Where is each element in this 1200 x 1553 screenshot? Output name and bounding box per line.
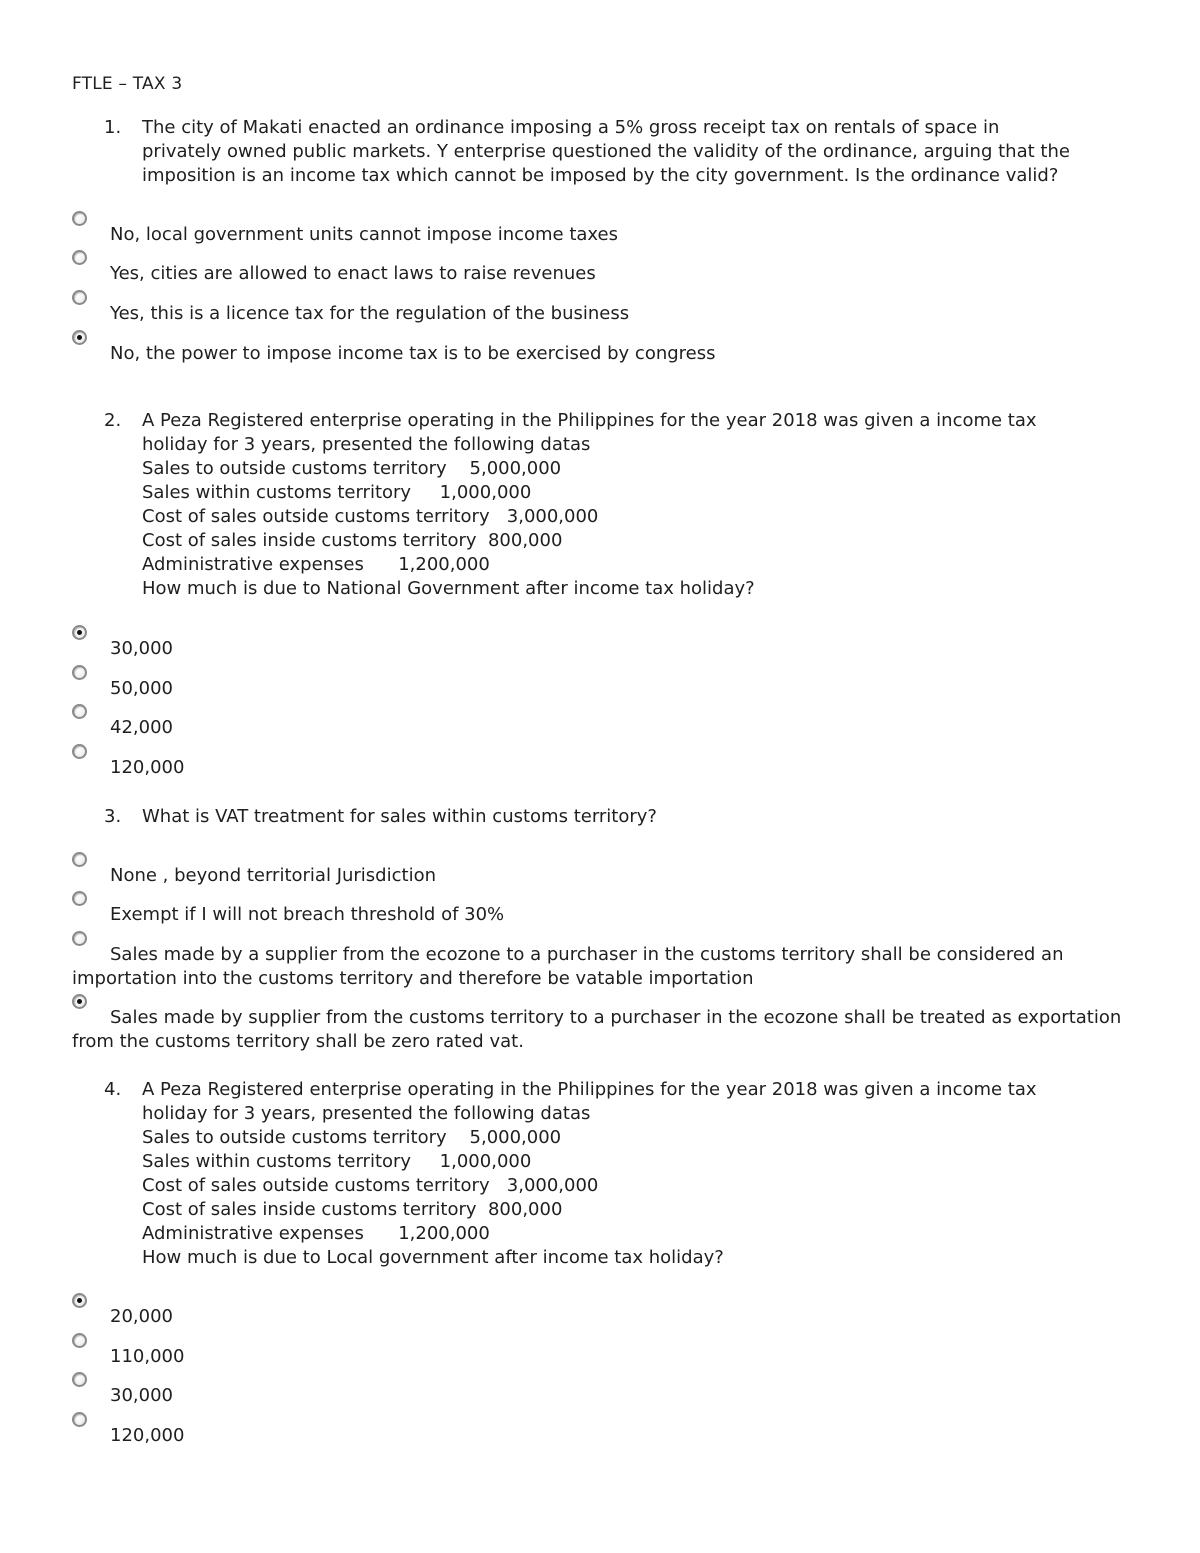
question-number: 2.: [104, 410, 122, 431]
question-text: [142, 1078, 1134, 1270]
question-line: A Peza Registered enterprise operating in the Philippines for the year 2018 was given a income tax: [142, 410, 1037, 431]
answer-option[interactable]: [72, 1424, 1132, 1448]
question-line: Administrative expenses 1,200,000: [142, 1223, 490, 1244]
question-line: Cost of sales outside customs territory 3,000,000: [142, 1175, 599, 1196]
option-label: Yes, cities are allowed to enact laws to raise revenues: [110, 263, 596, 284]
radio-button-icon[interactable]: [72, 1293, 87, 1308]
question-number: 4.: [104, 1079, 122, 1100]
question-text: [142, 116, 1134, 188]
question-line: What is VAT treatment for sales within customs territory?: [142, 806, 657, 827]
question-line: holiday for 3 years, presented the following datas: [142, 1103, 591, 1124]
radio-button-icon[interactable]: [72, 1333, 87, 1348]
question-line: Sales to outside customs territory 5,000,000: [142, 1127, 562, 1148]
option-label: No, local government units cannot impose income taxes: [110, 224, 618, 245]
answer-option[interactable]: [72, 1305, 1132, 1329]
answer-option[interactable]: [72, 223, 1132, 247]
answer-option[interactable]: [72, 1006, 1132, 1054]
answer-option[interactable]: [72, 342, 1132, 366]
option-label: Sales made by a supplier from the ecozone to a purchaser in the customs territory shall be considered an importation into the customs territory and therefore be vatable importation: [72, 944, 1064, 989]
answer-option[interactable]: [72, 943, 1132, 991]
option-label: 42,000: [110, 717, 173, 738]
radio-button-icon[interactable]: [72, 994, 87, 1009]
question-line: holiday for 3 years, presented the following datas: [142, 434, 591, 455]
option-label: 120,000: [110, 1425, 185, 1446]
radio-button-icon[interactable]: [72, 665, 87, 680]
question-2: [104, 409, 1134, 601]
answer-option[interactable]: [72, 1345, 1132, 1369]
answer-option[interactable]: [72, 262, 1132, 286]
question-4: [104, 1078, 1134, 1270]
question-line: imposition is an income tax which cannot be imposed by the city government. Is the ordinance valid?: [142, 165, 1059, 186]
question-line: How much is due to National Government after income tax holiday?: [142, 578, 755, 599]
radio-button-icon[interactable]: [72, 290, 87, 305]
radio-button-icon[interactable]: [72, 1412, 87, 1427]
option-label: 120,000: [110, 757, 185, 778]
option-label: None , beyond territorial Jurisdiction: [110, 865, 436, 886]
option-label: 20,000: [110, 1306, 173, 1327]
radio-button-icon[interactable]: [72, 931, 87, 946]
radio-button-icon[interactable]: [72, 744, 87, 759]
radio-button-icon[interactable]: [72, 852, 87, 867]
radio-button-icon[interactable]: [72, 1372, 87, 1387]
radio-button-icon[interactable]: [72, 625, 87, 640]
question-line: Cost of sales inside customs territory 800,000: [142, 1199, 563, 1220]
option-label: 110,000: [110, 1346, 185, 1367]
question-number: 1.: [104, 117, 122, 138]
answer-option[interactable]: [72, 716, 1132, 740]
question-line: Cost of sales outside customs territory 3,000,000: [142, 506, 599, 527]
answer-option[interactable]: [72, 756, 1132, 780]
question-text: [142, 805, 1134, 829]
question-line: Sales within customs territory 1,000,000: [142, 482, 532, 503]
question-line: How much is due to Local government after income tax holiday?: [142, 1247, 724, 1268]
question-text: [142, 409, 1134, 601]
radio-button-icon[interactable]: [72, 330, 87, 345]
question-number: 3.: [104, 806, 122, 827]
answer-option[interactable]: [72, 1384, 1132, 1408]
radio-button-icon[interactable]: [72, 211, 87, 226]
option-label: 30,000: [110, 1385, 173, 1406]
question-3: [104, 805, 1134, 829]
option-label: 30,000: [110, 638, 173, 659]
question-1: [104, 116, 1134, 188]
question-line: privately owned public markets. Y enterprise questioned the validity of the ordinance, arguing that the: [142, 141, 1070, 162]
answer-option[interactable]: [72, 864, 1132, 888]
option-label: Exempt if I will not breach threshold of 30%: [110, 904, 505, 925]
radio-button-icon[interactable]: [72, 891, 87, 906]
answer-option[interactable]: [72, 677, 1132, 701]
option-label: Yes, this is a licence tax for the regulation of the business: [110, 303, 630, 324]
answer-option[interactable]: [72, 903, 1132, 927]
answer-option[interactable]: [72, 637, 1132, 661]
question-line: Sales to outside customs territory 5,000,000: [142, 458, 562, 479]
radio-button-icon[interactable]: [72, 250, 87, 265]
question-line: A Peza Registered enterprise operating in the Philippines for the year 2018 was given a income tax: [142, 1079, 1037, 1100]
answer-option[interactable]: [72, 302, 1132, 326]
page-title: FTLE – TAX 3: [72, 74, 183, 94]
question-line: The city of Makati enacted an ordinance imposing a 5% gross receipt tax on rentals of space in: [142, 117, 1000, 138]
question-line: Administrative expenses 1,200,000: [142, 554, 490, 575]
option-label: No, the power to impose income tax is to be exercised by congress: [110, 343, 716, 364]
option-label: 50,000: [110, 678, 173, 699]
question-line: Cost of sales inside customs territory 800,000: [142, 530, 563, 551]
option-label: Sales made by supplier from the customs territory to a purchaser in the ecozone shall be treated as exportation from the customs territory shall be zero rated vat.: [72, 1007, 1122, 1052]
question-line: Sales within customs territory 1,000,000: [142, 1151, 532, 1172]
radio-button-icon[interactable]: [72, 704, 87, 719]
